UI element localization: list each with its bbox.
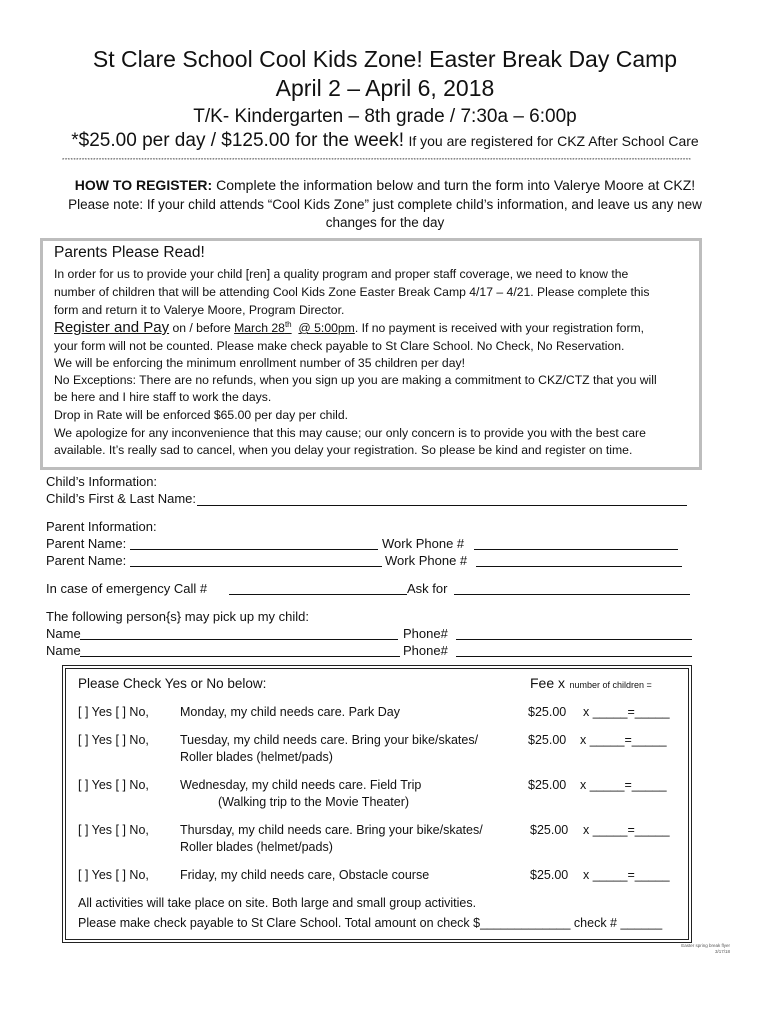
footer-date: 3/17/18 <box>714 949 730 954</box>
child-info-heading: Child’s Information: <box>46 474 158 489</box>
parents-line: We will be enforcing the minimum enrollment number of 35 children per day! <box>54 356 465 370</box>
pickup-phone-field[interactable] <box>456 639 692 640</box>
day-desc-thursday: Thursday, my child needs care. Bring your bike/skates/ <box>180 823 483 837</box>
ask-for-label: Ask for <box>407 581 448 596</box>
pickup-name-label: Name <box>46 626 81 641</box>
price-note: If you are registered for CKZ After School Care <box>408 133 699 149</box>
page-title: St Clare School Cool Kids Zone! Easter Break Day Camp <box>92 46 678 72</box>
deadline-time: @ 5:00pm <box>298 321 355 335</box>
pickup-phone-field[interactable] <box>456 656 692 657</box>
parents-title: Parents Please Read! <box>54 244 205 261</box>
child-name-label: Child’s First & Last Name: <box>46 491 197 506</box>
day-desc-wednesday: Wednesday, my child needs care. Field Trip <box>180 778 422 792</box>
camp-dates: April 2 – April 6, 2018 <box>275 75 495 101</box>
how-to-register-label: HOW TO REGISTER: <box>74 177 213 193</box>
fee-small-label: number of children = <box>569 680 652 690</box>
activities-note: All activities will take place on site. Both large and small group activities. <box>78 896 477 910</box>
day-desc-monday: Monday, my child needs care. Park Day <box>180 705 401 719</box>
day-desc2-thursday: Roller blades (helmet/pads) <box>180 840 333 854</box>
day-check-friday[interactable]: [ ] Yes [ ] No, <box>78 868 149 882</box>
price-text: *$25.00 per day / $125.00 for the week! <box>71 130 405 151</box>
pickup-phone-label: Phone# <box>403 643 448 658</box>
child-name-field[interactable] <box>197 505 687 506</box>
deadline-date: March 28th <box>234 319 292 335</box>
parent-name-label: Parent Name: <box>46 536 127 551</box>
pickup-phone-label: Phone# <box>403 626 448 641</box>
how-to-register <box>0 177 770 193</box>
parent-info-heading: Parent Information: <box>46 519 157 534</box>
parent-name-label: Parent Name: <box>46 553 127 568</box>
day-fee-friday: $25.00 <box>530 868 569 882</box>
parent-name-field[interactable] <box>130 566 382 567</box>
parents-line: your form will not be counted. Please make check payable to St Clare School. No Check, No Reservation. <box>54 339 625 353</box>
parents-line: number of children that will be attending Cool Kids Zone Easter Break Camp 4/17 – 4/21. Please complete this <box>54 285 650 299</box>
day-desc-friday: Friday, my child needs care, Obstacle course <box>180 868 430 882</box>
day-calc-wednesday[interactable]: x _____=_____ <box>580 778 667 792</box>
parents-line: In order for us to provide your child [ren] a quality program and proper staff coverage, we need to know the <box>54 267 629 281</box>
ask-for-field[interactable] <box>454 594 690 595</box>
pickup-heading: The following person{s} may pick up my child: <box>46 609 310 624</box>
work-phone-field[interactable] <box>476 566 682 567</box>
day-fee-tuesday: $25.00 <box>528 733 567 747</box>
register-pay-rest: . If no payment is received with your registration form, <box>354 321 645 335</box>
register-note-line2: changes for the day <box>325 215 445 230</box>
day-fee-thursday: $25.00 <box>530 823 569 837</box>
pickup-name-label: Name <box>46 643 81 658</box>
parents-line: form and return it to Valerye Moore, Program Director. <box>54 303 345 317</box>
parents-line: No Exceptions: There are no refunds, when you sign up you are making a commitment to CKZ/CTZ that you will <box>54 373 657 387</box>
day-fee-monday: $25.00 <box>528 705 567 719</box>
parents-line: We apologize for any inconvenience that this may cause; our only concern is to provide you with the best care <box>54 426 646 440</box>
day-check-monday[interactable]: [ ] Yes [ ] No, <box>78 705 149 719</box>
register-note-line1: Please note: If your child attends “Cool Kids Zone” just complete child’s information, and leave us any new <box>68 197 702 212</box>
day-desc-tuesday: Tuesday, my child needs care. Bring your bike/skates/ <box>180 733 479 747</box>
day-check-wednesday[interactable]: [ ] Yes [ ] No, <box>78 778 149 792</box>
work-phone-field[interactable] <box>474 549 678 550</box>
day-calc-tuesday[interactable]: x _____=_____ <box>580 733 667 747</box>
parents-line: be here and I hire staff to work the days. <box>54 390 272 404</box>
grades-time: T/K- Kindergarten – 8th grade / 7:30a – 6:00p <box>193 106 577 127</box>
how-to-register-text: Complete the information below and turn the form into Valerye Moore at CKZ! <box>216 177 696 193</box>
work-phone-label: Work Phone # <box>382 536 465 551</box>
day-calc-monday[interactable]: x _____=_____ <box>583 705 670 719</box>
day-check-tuesday[interactable]: [ ] Yes [ ] No, <box>78 733 149 747</box>
price-line <box>0 130 770 152</box>
footer-file: Easter spring break flyer <box>681 943 730 948</box>
emergency-label: In case of emergency Call # <box>46 581 208 596</box>
parent-name-field[interactable] <box>130 549 378 550</box>
day-desc2-tuesday: Roller blades (helmet/pads) <box>180 750 333 764</box>
fee-label: Fee x <box>530 675 566 691</box>
star-divider: ****************************************************************************************************************************************************************************************************************************** <box>62 158 692 164</box>
day-calc-thursday[interactable]: x _____=_____ <box>583 823 670 837</box>
emergency-phone-field[interactable] <box>229 594 407 595</box>
footer-note <box>640 943 730 955</box>
checklist-header: Please Check Yes or No below: <box>78 676 267 691</box>
work-phone-label: Work Phone # <box>385 553 468 568</box>
day-calc-friday[interactable]: x _____=_____ <box>583 868 670 882</box>
register-note <box>40 196 730 232</box>
register-and-pay: Register and Pay <box>54 319 170 336</box>
day-desc2-wednesday: (Walking trip to the Movie Theater) <box>218 795 410 809</box>
day-check-thursday[interactable]: [ ] Yes [ ] No, <box>78 823 149 837</box>
parents-line: available. It’s really sad to cancel, when you delay your registration. So please be kind and register on time. <box>54 443 633 457</box>
pickup-name-field[interactable] <box>80 656 400 657</box>
parents-line: Drop in Rate will be enforced $65.00 per day per child. <box>54 408 349 422</box>
fee-header <box>530 675 652 693</box>
on-before: on / before <box>169 321 235 335</box>
pickup-name-field[interactable] <box>80 639 398 640</box>
check-payable-line[interactable]: Please make check payable to St Clare School. Total amount on check $_____________ check # ______ <box>78 916 663 930</box>
day-fee-wednesday: $25.00 <box>528 778 567 792</box>
register-pay-line <box>54 319 644 336</box>
